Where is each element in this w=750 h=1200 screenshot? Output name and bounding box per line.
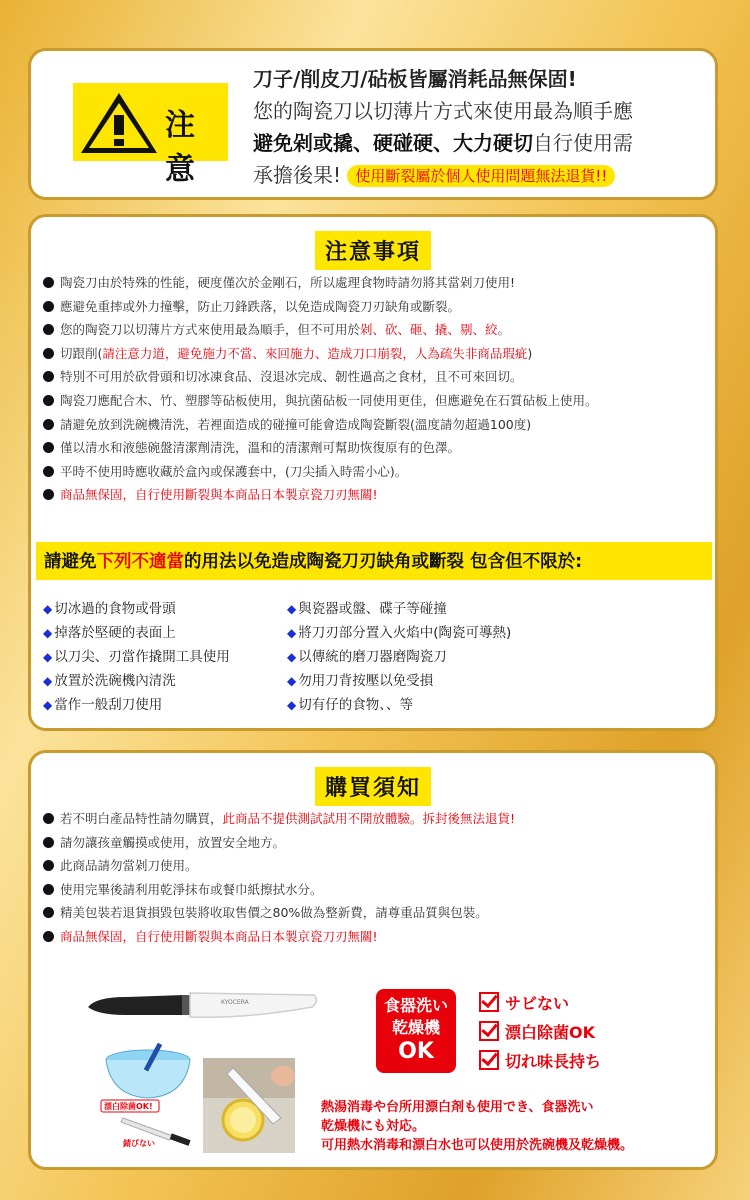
note-item	[43, 342, 715, 366]
avoid-banner-pre: 請避免	[44, 552, 97, 572]
avoid-left-text: 放置於洗碗機內清洗	[54, 673, 176, 689]
note-item	[43, 365, 715, 389]
bullet-icon	[43, 489, 54, 500]
purchase-note-item-red: 商品無保固，自行使用斷裂與本商品日本製京瓷刀刃無關!	[60, 928, 378, 944]
purchase-note-item	[43, 831, 715, 855]
diamond-icon: ◆	[287, 674, 297, 688]
avoid-right-item	[287, 645, 511, 669]
diamond-icon: ◆	[43, 650, 53, 664]
checkbox-icon	[479, 1021, 499, 1041]
warning-title: 刀子/削皮刀/砧板皆屬消耗品無保固!	[253, 67, 577, 91]
checkbox-icon	[479, 992, 499, 1012]
bullet-icon	[43, 884, 54, 895]
bullet-icon	[43, 931, 54, 942]
diamond-icon: ◆	[43, 698, 53, 712]
feature-checklist	[479, 989, 601, 1076]
diamond-icon: ◆	[287, 602, 297, 616]
note-item	[43, 389, 715, 413]
bullet-icon	[43, 860, 54, 871]
avoid-left-item	[43, 645, 230, 669]
compatibility-note	[321, 1098, 711, 1155]
lemon-cutting-image	[203, 1058, 295, 1153]
avoid-right-text: 以傳統的磨刀器磨陶瓷刀	[298, 649, 447, 665]
bullet-icon	[43, 837, 54, 848]
feature-check-text: サビない	[505, 994, 570, 1013]
note-item-text: 僅以清水和液態碗盤清潔劑清洗，溫和的清潔劑可幫助恢復原有的色澤。	[60, 440, 461, 456]
note-item	[43, 318, 715, 342]
warning-line-1: 您的陶瓷刀以切薄片方式來使用最為順手應	[253, 99, 633, 123]
warning-text	[253, 63, 713, 191]
note-item	[43, 413, 715, 437]
avoid-left-item	[43, 693, 230, 717]
purchase-note-item	[43, 854, 715, 878]
note-item	[43, 295, 715, 319]
avoid-right-item	[287, 669, 511, 693]
note-item-tail: 。	[497, 322, 511, 338]
avoid-right-text: 與瓷器或盤、碟子等碰撞	[298, 601, 447, 617]
dishwasher-ok: OK	[398, 1039, 434, 1064]
bullet-icon	[43, 301, 54, 312]
avoid-banner-red: 下列不適當	[96, 552, 184, 572]
notes-panel	[28, 214, 718, 731]
warning-label: 注意	[165, 108, 197, 187]
avoid-left-text: 以刀尖、刃當作撬開工具使用	[54, 649, 230, 665]
bullet-icon	[43, 324, 54, 335]
note-item-red: 請注意力道，避免施力不當、來回施力、造成刀口崩裂，人為疏失非商品瑕疵	[102, 345, 528, 361]
feature-check-item	[479, 989, 601, 1018]
diamond-icon: ◆	[43, 674, 53, 688]
note-item	[43, 436, 715, 460]
purchase-note-item-text: 此商品請勿當剁刀使用。	[60, 858, 198, 874]
knife-image	[86, 985, 321, 1025]
purchase-heading: 購買須知	[315, 767, 431, 806]
diamond-icon: ◆	[287, 626, 297, 640]
avoid-right-item	[287, 693, 511, 717]
bullet-icon	[43, 907, 54, 918]
feature-check-text: 漂白除菌OK	[505, 1023, 596, 1042]
note-item-text: 陶瓷刀由於特殊的性能，硬度僅次於金剛石，所以處理食物時請勿將其當剁刀使用!	[60, 275, 516, 290]
avoid-banner-post: 的用法以免造成陶瓷刀刃缺角或斷裂 包含但不限於:	[184, 552, 583, 572]
note-item-text: 陶瓷刀應配合木、竹、塑膠等砧板使用，與抗菌砧板一同使用更佳，但應避免在石質砧板上使用。	[60, 392, 598, 408]
avoid-list-left	[43, 597, 230, 717]
avoid-banner	[36, 542, 712, 580]
rust-free-label: 錆びない	[123, 1139, 155, 1148]
avoid-right-text: 將刀刃部分置入火焰中(陶瓷可導熱)	[298, 625, 512, 641]
notes-heading: 注意事項	[315, 231, 431, 270]
purchase-list	[43, 807, 715, 949]
avoid-right-item	[287, 621, 511, 645]
diamond-icon: ◆	[287, 650, 297, 664]
diamond-icon: ◆	[43, 602, 53, 616]
note-item-red: 商品無保固，自行使用斷裂與本商品日本製京瓷刀刃無關!	[60, 487, 378, 503]
purchase-note-item	[43, 807, 715, 831]
avoid-left-text: 切冰過的食物或骨頭	[54, 601, 176, 617]
notes-list	[43, 271, 715, 507]
note-item-text: 特別不可用於砍骨頭和切冰凍食品、沒退冰完成、韌性過高之食材，且不可來回切。	[60, 369, 523, 385]
no-return-highlight: 使用斷裂屬於個人使用問題無法退貨!!	[347, 165, 615, 187]
warning-bold-text: 避免剁或撬、硬碰硬、大力硬切	[253, 131, 533, 155]
avoid-list-right	[287, 597, 511, 717]
avoid-right-text: 勿用刀背按壓以免受損	[298, 673, 434, 689]
bullet-icon	[43, 348, 54, 359]
avoid-left-text: 當作一般刮刀使用	[54, 697, 163, 713]
warning-line-3: 承擔後果!	[253, 163, 342, 187]
diamond-icon: ◆	[287, 698, 297, 712]
note-item-text: 應避免重摔或外力撞擊，防止刀鋒跌落，以免造成陶瓷刀刃缺角或斷裂。	[60, 298, 461, 314]
note-item-text: 請避免放到洗碗機清洗，若裡面造成的碰撞可能會造成陶瓷斷裂(溫度請勿超過100度)	[60, 416, 532, 432]
zh-note-line: 可用熱水消毒和漂白水也可以使用於洗碗機及乾燥機。	[321, 1138, 634, 1153]
avoid-right-text: 切有仔的食物、、等	[298, 697, 413, 713]
warning-triangle-icon	[79, 91, 159, 155]
purchase-note-item-red: 此商品不提供測試試用不開放體驗。拆封後無法退貨!	[222, 811, 516, 826]
dishwasher-line-2: 乾燥機	[391, 1018, 440, 1037]
bullet-icon	[43, 371, 54, 382]
checkbox-icon	[479, 1050, 499, 1070]
bullet-icon	[43, 466, 54, 477]
purchase-note-item-text: 若不明白產品特性請勿購買，	[60, 811, 223, 826]
avoid-right-item	[287, 597, 511, 621]
purchase-note-item-text: 使用完畢後請利用乾淨抹布或餐巾紙擦拭水分。	[60, 881, 323, 897]
feature-check-text: 切れ味長持ち	[505, 1052, 602, 1071]
bullet-icon	[43, 813, 54, 824]
warning-line-2-tail: 自行使用需	[533, 131, 633, 155]
bullet-icon	[43, 419, 54, 430]
note-item	[43, 483, 715, 507]
bleach-bowl-image	[93, 1038, 208, 1148]
note-item-text: 切跟削(	[60, 345, 103, 361]
purchase-note-item	[43, 901, 715, 925]
avoid-left-item	[43, 669, 230, 693]
bullet-icon	[43, 395, 54, 406]
warning-badge	[73, 83, 228, 187]
warning-panel	[28, 48, 718, 200]
purchase-note-item	[43, 878, 715, 902]
note-item-text: 您的陶瓷刀以切薄片方式來使用最為順手，但不可用於	[60, 322, 361, 338]
jp-note-line-1: 熱湯消毒や台所用漂白剤も使用でき、食器洗い	[321, 1100, 594, 1115]
avoid-left-item	[43, 597, 230, 621]
dishwasher-line-1: 食器洗い	[383, 996, 448, 1015]
purchase-note-item-text: 請勿讓孩童觸摸或使用，放置安全地方。	[60, 834, 286, 850]
purchase-note-item	[43, 925, 715, 949]
purchase-note-item-text: 精美包裝若退貨損毀包裝將收取售價之80%做為整新費，請尊重品質與包裝。	[60, 905, 488, 921]
dishwasher-ok-badge	[376, 989, 456, 1073]
note-item-text: 平時不使用時應收藏於盒內或保護套中，(刀尖插入時需小心)。	[60, 463, 408, 479]
purchase-panel	[28, 750, 718, 1170]
note-item-tail: )	[527, 345, 533, 361]
feature-check-item	[479, 1018, 601, 1047]
bullet-icon	[43, 277, 54, 288]
note-item	[43, 271, 715, 295]
diamond-icon: ◆	[43, 626, 53, 640]
feature-check-item	[479, 1047, 601, 1076]
note-item	[43, 460, 715, 484]
bullet-icon	[43, 442, 54, 453]
bowl-label: 漂白除菌OK!	[104, 1102, 153, 1111]
avoid-left-text: 掉落於堅硬的表面上	[54, 625, 176, 641]
avoid-left-item	[43, 621, 230, 645]
knife-brand: KYOCERA	[221, 999, 249, 1006]
note-item-red: 剁、砍、砸、撬、剔、絞	[360, 322, 498, 338]
jp-note-line-2: 乾燥機にも対応。	[321, 1119, 426, 1134]
